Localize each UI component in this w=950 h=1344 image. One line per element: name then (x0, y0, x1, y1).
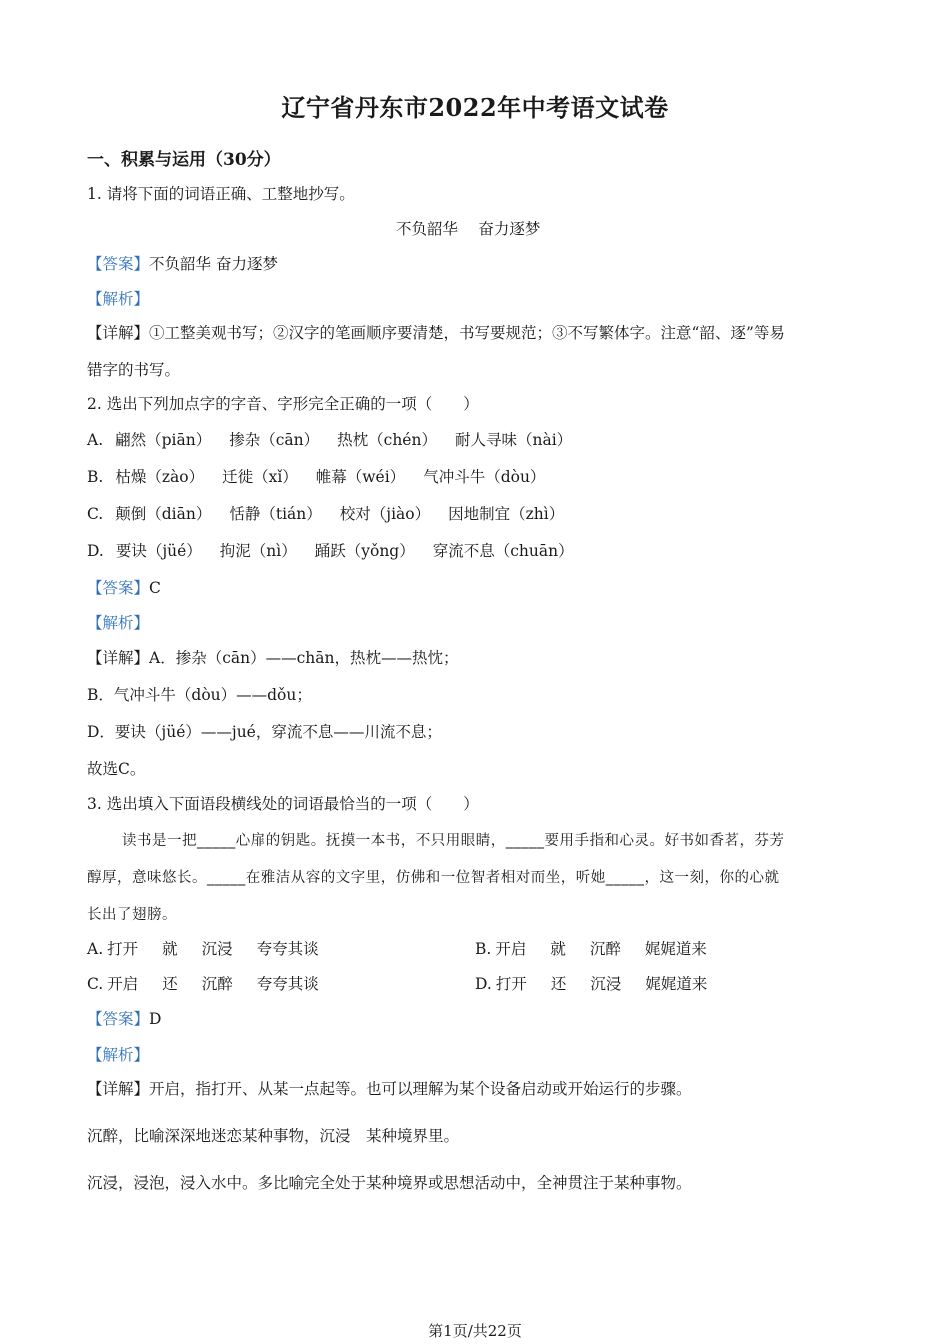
q3-detail-line-2: 沉醉，比喻深深地迷恋某种事物，沉浸 某种境界里。 (87, 1127, 460, 1145)
option-item: 因地制宜（zhì） (448, 505, 565, 523)
q2-conclusion: 故选C。 (87, 760, 146, 778)
option-item: 打开 (495, 975, 527, 993)
q3-stem: 3. 选出填入下面语段横线处的词语最恰当的一项（ ） (87, 795, 479, 813)
option-item: 娓娓道来 (644, 940, 707, 958)
option-item: 颠倒（diān） (115, 505, 212, 523)
option-item: 还 (162, 975, 178, 993)
option-letter: B. (475, 940, 492, 958)
q3-option-d (475, 972, 725, 994)
q2-option-d (87, 539, 592, 561)
option-item: 拘泥（nì） (219, 542, 297, 560)
option-item: 开启 (107, 975, 139, 993)
option-item: 打开 (107, 940, 139, 958)
q2-option-b (87, 465, 563, 487)
answer-tag: 【答案】 (87, 255, 150, 273)
q3-answer-line (87, 1007, 161, 1029)
option-letter: C. (87, 975, 104, 993)
option-item: 耐人寻味（nài） (454, 431, 573, 449)
option-item: 沉醉 (589, 940, 621, 958)
option-item: 要诀（jüé） (115, 542, 202, 560)
q2-stem: 2. 选出下列加点字的字音、字形完全正确的一项（ ） (87, 395, 479, 413)
q2-analysis-tag: 【解析】 (87, 614, 150, 632)
q1-answer-line (87, 252, 278, 274)
q1-words: 不负韶华 奋力逐梦 (396, 220, 541, 238)
option-item: 沉浸 (590, 975, 622, 993)
option-item: 掺杂（cān） (229, 431, 320, 449)
section-heading: 一、积累与运用（30分） (87, 150, 281, 170)
q2-answer-line (87, 576, 161, 598)
q2-option-c (87, 502, 582, 524)
option-item: 夸夸其谈 (256, 940, 319, 958)
detail-tag: 【详解】 (87, 649, 150, 667)
q1-detail-text: ①工整美观书写；②汉字的笔画顺序要清楚，书写要规范；③不写繁体字。注意“韶、逐”等易 (149, 324, 785, 342)
q2-option-a (87, 428, 590, 450)
option-item: 就 (162, 940, 178, 958)
q2-detail-text: A．掺杂（cān）——chān，热枕——热忱； (149, 649, 459, 667)
q3-passage-line-1: 读书是一把_____心扉的钥匙。抚摸一本书，不只用眼睛，_____要用手指和心灵。好书如香茗，芬芳 (122, 833, 785, 849)
option-item: 就 (550, 940, 566, 958)
q1-analysis-tag: 【解析】 (87, 290, 150, 308)
q3-analysis-tag: 【解析】 (87, 1046, 150, 1064)
option-item: 恬静（tián） (229, 505, 322, 523)
q1-stem: 1. 请将下面的词语正确、工整地抄写。 (87, 185, 355, 203)
answer-tag: 【答案】 (87, 1010, 150, 1028)
q3-answer: D (149, 1010, 162, 1028)
option-letter: B. (87, 468, 104, 486)
option-item: 校对（jiào） (339, 505, 431, 523)
option-item: 迁徙（xǐ） (222, 468, 298, 486)
page-footer: 第1页/共22页 (428, 1322, 522, 1340)
q3-passage-line-3: 长出了翅膀。 (87, 907, 177, 923)
q1-detail (87, 321, 785, 343)
q2-answer: C (149, 579, 161, 597)
page-title: 辽宁省丹东市2022年中考语文试卷 (281, 93, 669, 122)
answer-tag: 【答案】 (87, 579, 150, 597)
q1-answer: 不负韶华 奋力逐梦 (149, 255, 278, 273)
q3-detail (87, 1077, 692, 1099)
option-item: 穿流不息（chuān） (432, 542, 574, 560)
q3-option-b (475, 937, 725, 959)
option-item: 枯燥（zào） (115, 468, 205, 486)
q3-detail-text: 开启，指打开、从某一点起等。也可以理解为某个设备启动或开始运行的步骤。 (149, 1080, 692, 1098)
q2-d-line: D．要诀（jüé）——jué，穿流不息——川流不息； (87, 723, 442, 741)
q3-option-c (87, 972, 337, 994)
detail-tag: 【详解】 (87, 1080, 150, 1098)
q3-detail-line-3: 沉浸，浸泡，浸入水中。多比喻完全处于某种境界或思想活动中，全神贯注于某种事物。 (87, 1174, 692, 1192)
option-item: 沉醉 (201, 975, 233, 993)
option-letter: D. (87, 542, 104, 560)
option-letter: A. (87, 940, 104, 958)
option-item: 开启 (495, 940, 527, 958)
detail-tag: 【详解】 (87, 324, 150, 342)
q2-b-line: B．气冲斗牛（dòu）——dǒu； (87, 686, 312, 704)
option-item: 热枕（chén） (337, 431, 437, 449)
option-item: 翩然（piān） (115, 431, 212, 449)
option-item: 帷幕（wéi） (315, 468, 406, 486)
option-item: 气冲斗牛（dòu） (423, 468, 546, 486)
q1-detail-cont: 错字的书写。 (87, 361, 181, 379)
option-letter: C. (87, 505, 104, 523)
q3-passage-line-2: 醇厚，意味悠长。_____在雅洁从容的文字里，仿佛和一位智者相对而坐，听她_____，这一刻，你的心就 (87, 870, 780, 886)
option-item: 娓娓道来 (645, 975, 708, 993)
option-item: 还 (550, 975, 567, 993)
q2-detail (87, 646, 459, 668)
q3-option-a (87, 937, 337, 959)
option-letter: A. (87, 431, 104, 449)
option-item: 沉浸 (201, 940, 233, 958)
option-letter: D. (475, 975, 492, 993)
option-item: 夸夸其谈 (256, 975, 319, 993)
option-item: 踊跃（yǒng） (314, 542, 415, 560)
